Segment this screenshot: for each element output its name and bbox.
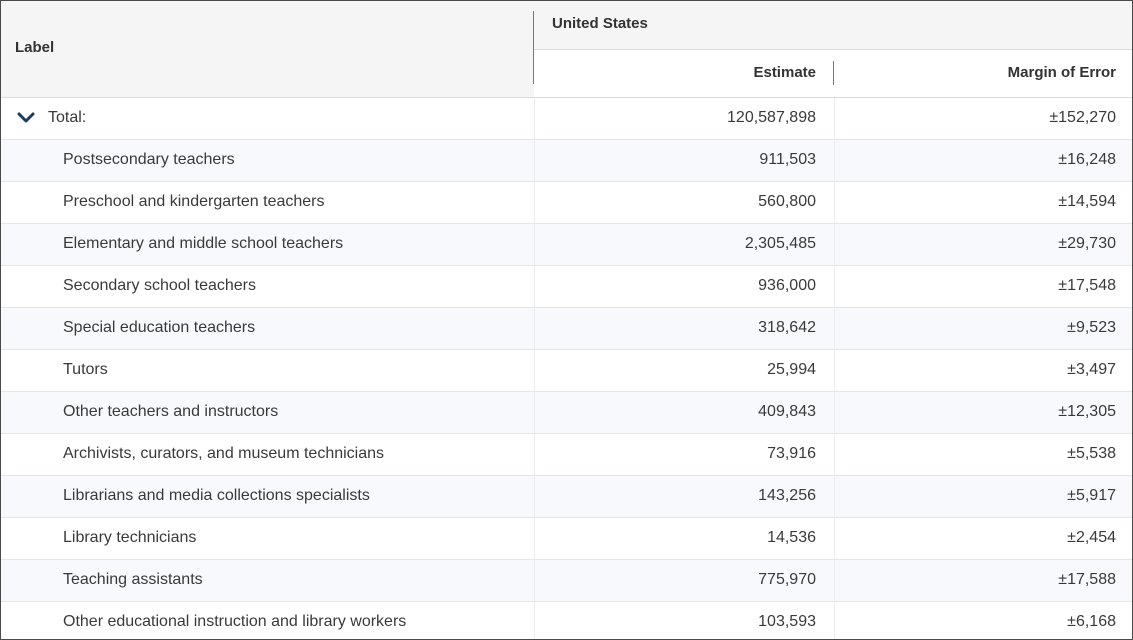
row-label: Other teachers and instructors	[63, 403, 279, 420]
table-row	[1, 182, 1132, 224]
row-estimate: 103,593	[758, 613, 816, 630]
column-divider	[534, 98, 535, 639]
row-label: Teaching assistants	[63, 571, 203, 588]
row-label: Librarians and media collections specialists	[63, 487, 370, 504]
row-label: Preschool and kindergarten teachers	[63, 193, 325, 210]
table-row	[1, 560, 1132, 602]
row-label: Secondary school teachers	[63, 277, 256, 294]
row-estimate: 936,000	[758, 277, 816, 294]
row-estimate: 14,536	[767, 529, 816, 546]
table-row	[1, 308, 1132, 350]
row-estimate: 775,970	[758, 571, 816, 588]
row-margin-of-error: ±5,538	[1067, 445, 1116, 462]
row-margin-of-error: ±2,454	[1067, 529, 1116, 546]
row-estimate: 911,503	[759, 151, 816, 168]
row-margin-of-error: ±152,270	[1049, 109, 1116, 126]
row-margin-of-error: ±5,917	[1067, 487, 1116, 504]
column-header-label[interactable]: Label	[15, 39, 55, 56]
row-estimate: 560,800	[758, 193, 816, 210]
table-row	[1, 224, 1132, 266]
table-row-total	[1, 98, 1132, 140]
row-label: Archivists, curators, and museum technicians	[63, 445, 385, 462]
row-margin-of-error: ±6,168	[1067, 613, 1116, 630]
row-label: Elementary and middle school teachers	[63, 235, 344, 252]
row-margin-of-error: ±3,497	[1067, 361, 1116, 378]
row-margin-of-error: ±17,548	[1058, 277, 1116, 294]
row-label: Tutors	[63, 361, 108, 378]
row-estimate: 318,642	[758, 319, 816, 336]
row-margin-of-error: ±9,523	[1067, 319, 1116, 336]
table-row	[1, 602, 1132, 640]
column-divider	[834, 98, 835, 639]
table-header	[1, 1, 1132, 98]
row-label: Other educational instruction and library workers	[63, 613, 407, 630]
row-estimate: 143,256	[758, 487, 816, 504]
row-margin-of-error: ±17,588	[1058, 571, 1116, 588]
column-header-geography[interactable]: United States	[552, 15, 648, 32]
table-row	[1, 140, 1132, 182]
row-label: Special education teachers	[63, 319, 256, 336]
table-row	[1, 518, 1132, 560]
column-header-estimate[interactable]: Estimate	[753, 64, 816, 81]
row-estimate: 409,843	[758, 403, 816, 420]
row-margin-of-error: ±16,248	[1058, 151, 1116, 168]
table-row	[1, 392, 1132, 434]
header-divider	[534, 49, 1132, 50]
table-body	[1, 98, 1132, 640]
chevron-down-icon[interactable]	[16, 111, 36, 125]
table-row	[1, 434, 1132, 476]
row-estimate: 120,587,898	[727, 109, 816, 126]
row-margin-of-error: ±29,730	[1058, 235, 1116, 252]
row-label: Postsecondary teachers	[63, 151, 235, 168]
table-row	[1, 476, 1132, 518]
row-margin-of-error: ±12,305	[1058, 403, 1116, 420]
row-label: Total:	[48, 109, 87, 126]
row-estimate: 73,916	[767, 445, 816, 462]
table-row	[1, 266, 1132, 308]
row-estimate: 2,305,485	[744, 235, 816, 252]
table-row	[1, 350, 1132, 392]
row-estimate: 25,994	[767, 361, 816, 378]
row-margin-of-error: ±14,594	[1058, 193, 1116, 210]
column-header-margin-of-error[interactable]: Margin of Error	[1007, 64, 1116, 81]
row-label: Library technicians	[63, 529, 197, 546]
column-resize-handle-estimate[interactable]	[833, 61, 834, 85]
